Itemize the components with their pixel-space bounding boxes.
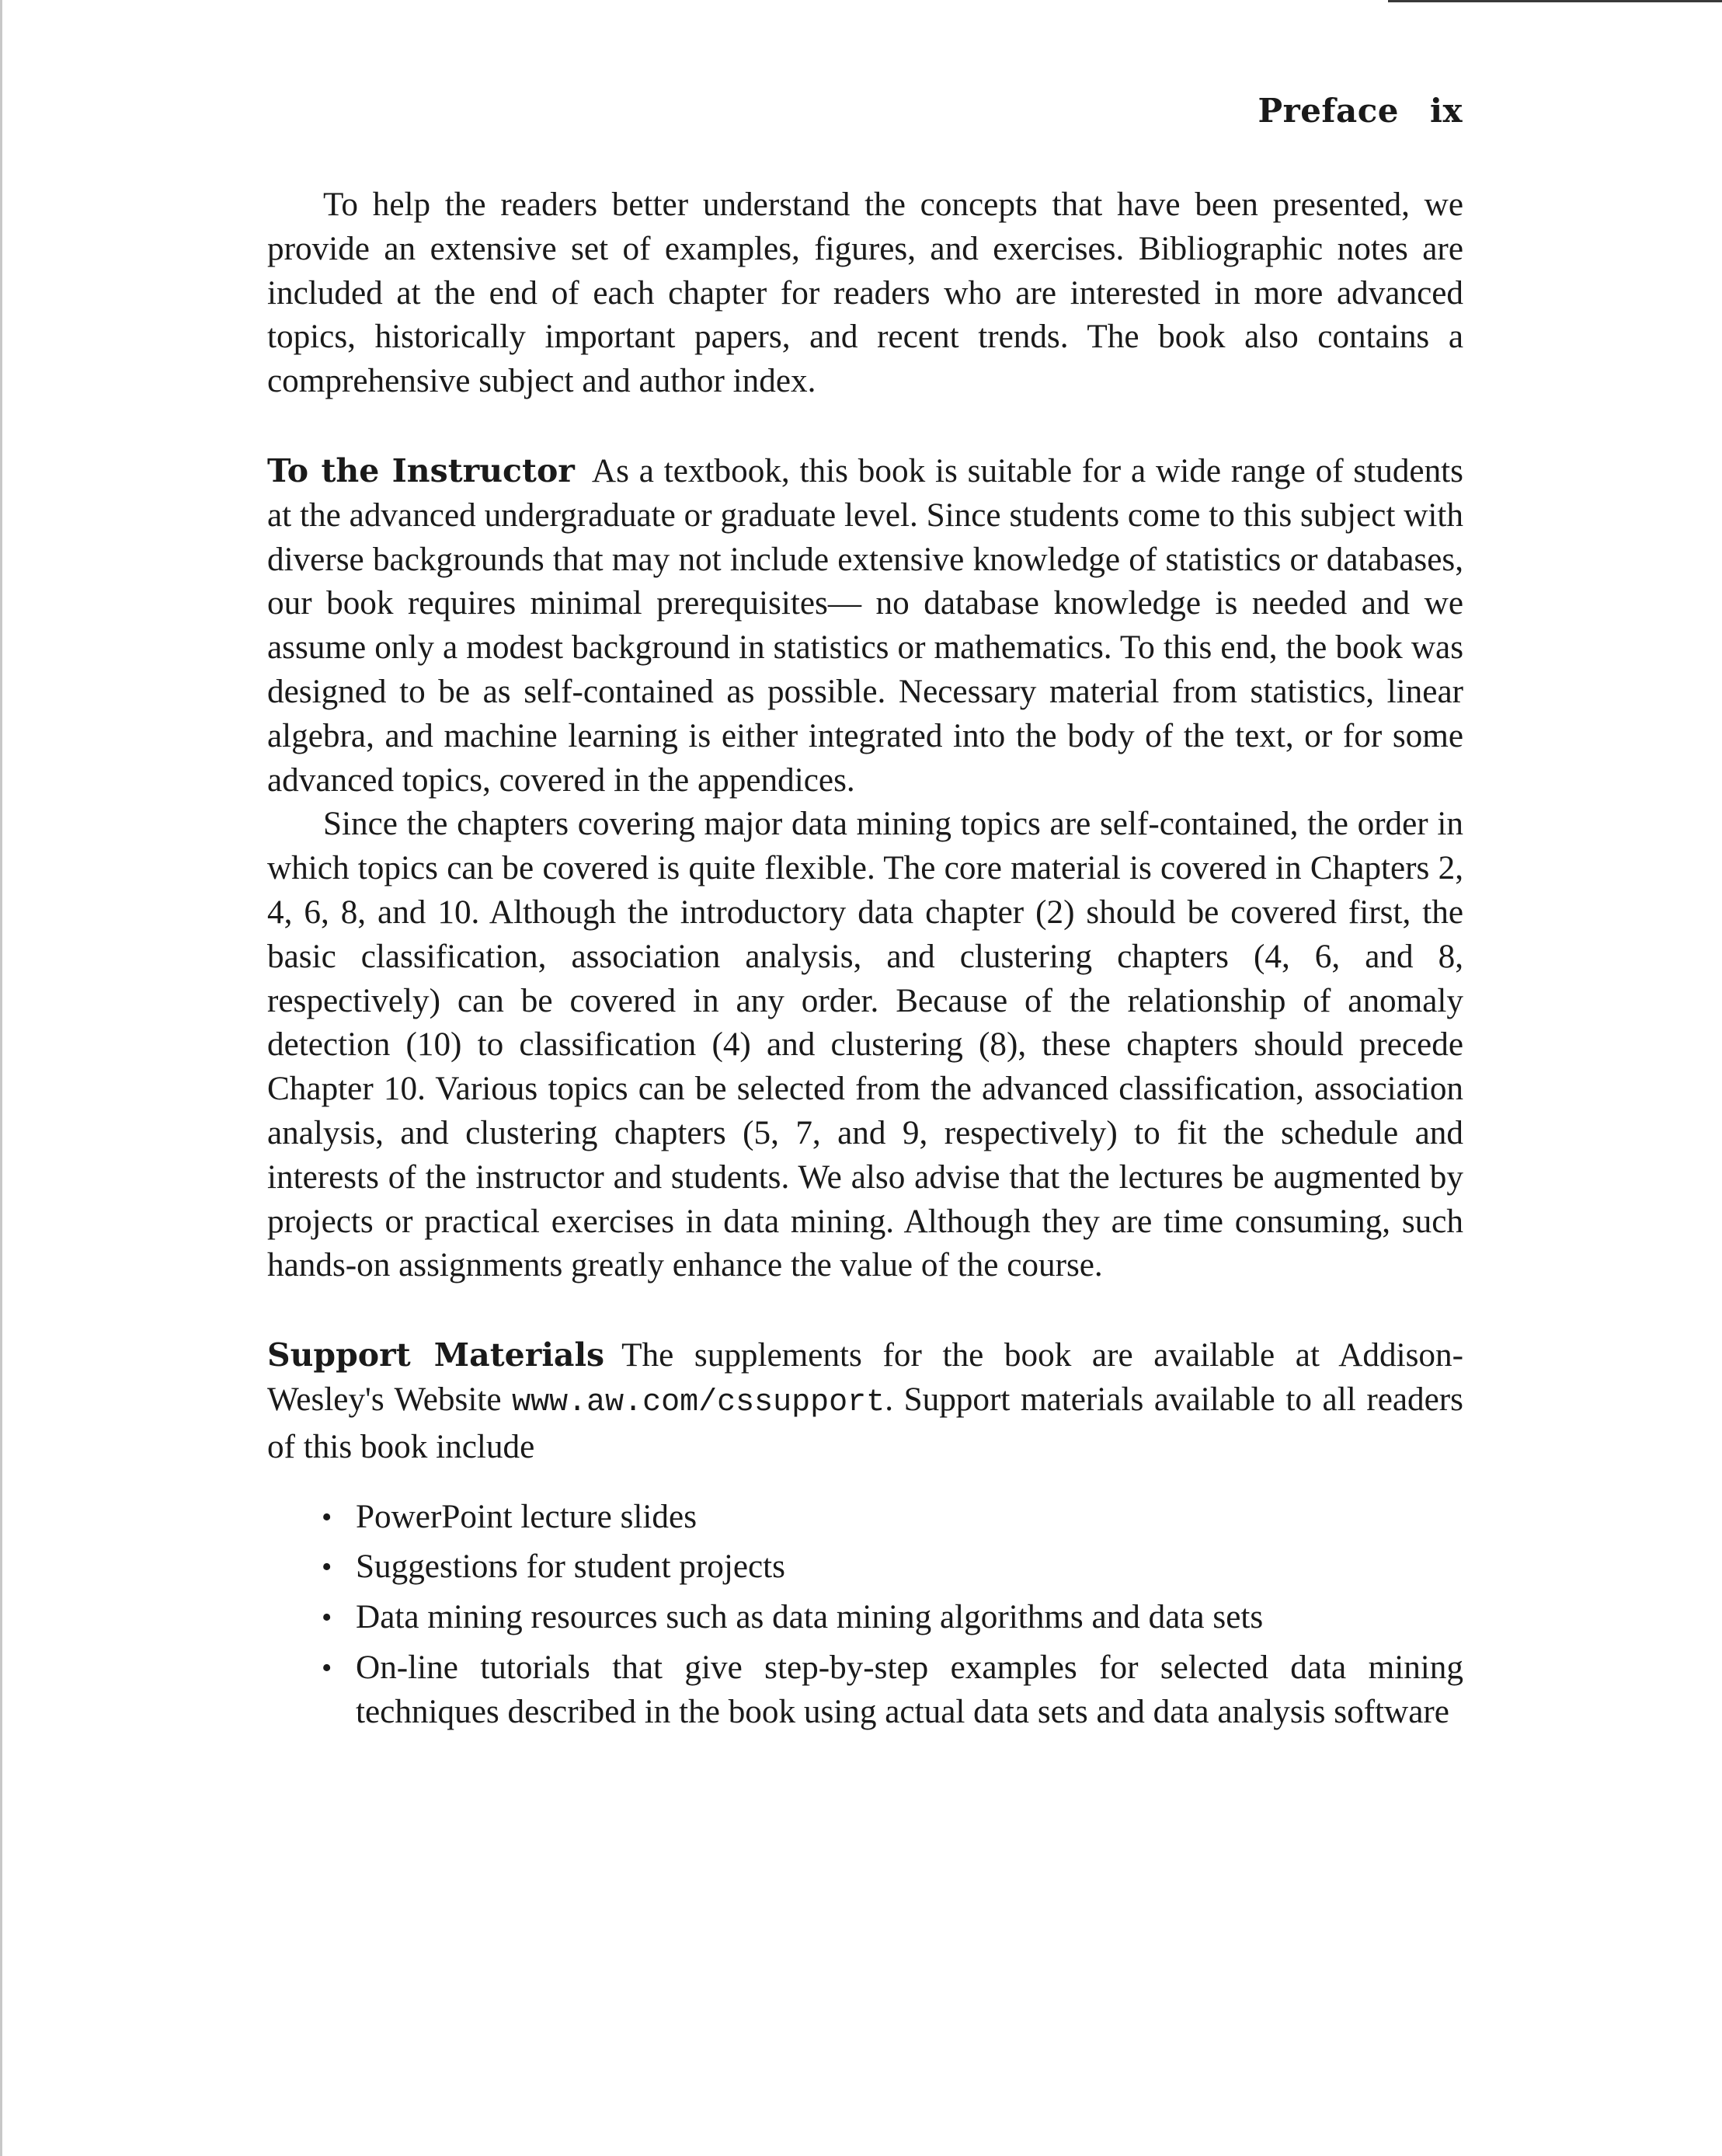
list-item xyxy=(322,1545,1463,1590)
support-heading: Support Materials xyxy=(267,1336,605,1374)
section-gap xyxy=(267,1288,1463,1333)
section-gap xyxy=(267,404,1463,449)
list-item-text: PowerPoint lecture slides xyxy=(356,1498,697,1535)
support-materials-list xyxy=(267,1496,1463,1735)
bullet-icon: • xyxy=(322,1651,332,1684)
list-item xyxy=(322,1646,1463,1735)
list-item-text: Suggestions for student projects xyxy=(356,1548,785,1586)
running-head-title: Preface xyxy=(1258,92,1399,130)
support-text-after-url: . Support materials available to all readers of this book include xyxy=(267,1381,1463,1465)
bullet-icon: • xyxy=(322,1500,332,1534)
list-item xyxy=(322,1496,1463,1540)
running-head xyxy=(1258,92,1463,130)
intro-paragraph: To help the readers better understand the concepts that have been presented, we provide an extensive set of examples, figures, and exercises. Bibliographic notes are included at the end of each chapter for readers who are interested in more advanced topics, historically important papers, and recent trends. The book also contains a comprehensive subject and author index. xyxy=(267,186,1463,400)
bullet-icon: • xyxy=(322,1601,332,1635)
support-paragraph xyxy=(267,1333,1463,1469)
list-item xyxy=(322,1596,1463,1640)
list-item-text: On-line tutorials that give step-by-step examples for selected data mining techniques described in the book using actual data sets and data analysis software xyxy=(356,1649,1463,1730)
instructor-paragraph-1 xyxy=(267,449,1463,803)
list-item-text: Data mining resources such as data mining algorithms and data sets xyxy=(356,1599,1264,1636)
page-edge-top xyxy=(1388,0,1722,2)
body-text xyxy=(267,183,1463,1741)
instructor-heading: To the Instructor xyxy=(267,451,575,489)
instructor-paragraph-1-text: As a textbook, this book is suitable for a wide range of students at the advanced undergraduate or graduate level. Since students come to this subject with diverse backgrounds that may not include extensive knowledge of statistics or databases, our book requires minimal prerequisites— no database knowledge is needed and we assume only a modest background in statistics or mathematics. To this end, the book was designed to be as self-contained as possible. Necessary material from statistics, linear algebra, and machine learning is either integrated into the body of the text, or for some advanced topics, covered in the appendices. xyxy=(267,452,1463,799)
page-number: ix xyxy=(1430,92,1463,130)
instructor-paragraph-2: Since the chapters covering major data mining topics are self-contained, the order in which topics can be covered is quite flexible. The core material is covered in Chapters 2, 4, 6, 8, and 10. Although the introductory data chapter (2) should be covered first, the basic classification, association analysis, and clustering chapters (4, 6, and 8, respectively) can be covered in any order. Because of the relationship of anomaly detection (10) to classification (4) and clustering (8), these chapters should precede Chapter 10. Various topics can be selected from the advanced classification, association analysis, and clustering chapters (5, 7, and 9, respectively) to fit the schedule and interests of the instructor and students. We also advise that the lectures be augmented by projects or practical exercises in data mining. Although they are time consuming, such hands-on assignments greatly enhance the value of the course. xyxy=(267,806,1463,1284)
bullet-icon: • xyxy=(322,1551,332,1584)
support-text-before-url: The supplements for the book are available at Addison-Wesley's Website xyxy=(267,1337,1463,1418)
page-edge-left xyxy=(0,0,2,2156)
support-url[interactable]: www.aw.com/cssupport xyxy=(512,1385,885,1420)
